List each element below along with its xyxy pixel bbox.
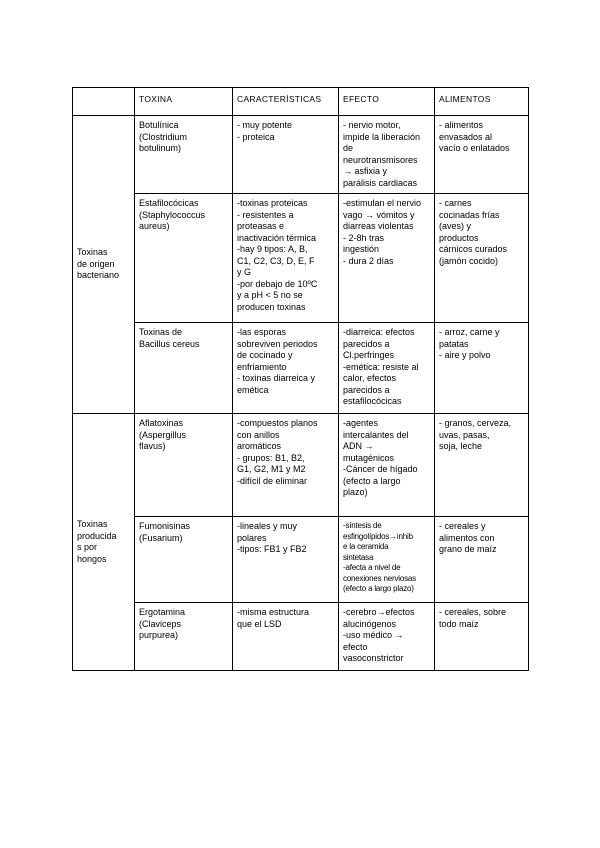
cell-line: C1, C2, C3, D, E, F	[237, 255, 315, 266]
group-label-line: hongos	[77, 553, 107, 564]
cell-line: - proteica	[237, 131, 275, 142]
cell-toxina	[135, 414, 233, 517]
cell-line: envasados al	[439, 131, 493, 142]
cell-line: sintetasa	[343, 552, 374, 562]
cell-line: vago → vómitos y	[343, 209, 415, 220]
cell-alimentos	[435, 194, 529, 323]
cell-caracteristicas	[233, 517, 339, 603]
cell-line: - aire y polvo	[439, 350, 491, 360]
cell-line: -por debajo de 10ºC	[237, 278, 318, 289]
cell-line: Bacillus cereus	[139, 338, 200, 349]
group-label-line: de origen	[77, 258, 115, 269]
cell-line: Toxinas de	[139, 327, 183, 337]
cell-line: -Cáncer de hígado	[343, 464, 418, 474]
cell-line: -toxinas proteicas	[237, 198, 308, 208]
cell-line: soja, leche	[439, 441, 483, 451]
cell-line: Botulínica	[139, 120, 179, 130]
cell-line: Aflatoxinas	[139, 418, 184, 428]
cell-line: -uso médico →	[343, 630, 404, 640]
cell-line: (Claviceps	[139, 618, 182, 629]
cell-line: -síntesis de	[343, 521, 382, 530]
cell-toxina	[135, 116, 233, 194]
cell-line: Estafilocócicas	[139, 198, 199, 208]
cell-line: - toxinas diarreica y	[237, 373, 316, 383]
cell-line: emética	[237, 384, 269, 395]
header-toxina: TOXINA	[135, 88, 233, 116]
cell-line: -emética: resiste al	[343, 361, 419, 372]
cell-line: - dura 2 días	[343, 255, 394, 266]
cell-line: grano de maíz	[439, 544, 497, 554]
cell-line: conexiones nerviosas	[343, 573, 416, 583]
cell-line: -las esporas	[237, 327, 287, 337]
cell-line: neurotransmisores	[343, 154, 418, 165]
cell-line: de cocinado y	[237, 350, 293, 360]
cell-line: - carnes	[439, 198, 472, 208]
cell-toxina	[135, 603, 233, 671]
cell-line: (Fusarium)	[139, 532, 183, 543]
cell-caracteristicas	[233, 414, 339, 517]
cell-line: intercalantes del	[343, 429, 409, 440]
cell-line: parecidos a	[343, 338, 390, 349]
cell-line: - grupos: B1, B2,	[237, 452, 305, 463]
cell-line: (efecto a largo	[343, 475, 401, 486]
group-label-line: producida	[77, 530, 117, 541]
cell-line: (Clostridium	[139, 131, 188, 142]
cell-line: -afecta a nivel de	[343, 563, 401, 572]
cell-line: ingestión	[343, 244, 380, 254]
cell-line: - cereales, sobre	[439, 607, 507, 617]
cell-line: (Aspergillus	[139, 429, 187, 440]
table-row	[73, 603, 529, 671]
cell-line: (aves) y	[439, 221, 472, 231]
table-row	[73, 323, 529, 414]
cell-efecto	[339, 323, 435, 414]
cell-toxina	[135, 323, 233, 414]
cell-line: Ergotamina	[139, 607, 186, 617]
table-row	[73, 517, 529, 603]
cell-line: todo maíz	[439, 618, 479, 629]
cell-line: uvas, pasas,	[439, 429, 490, 440]
cell-line: e la ceramida	[343, 542, 389, 551]
cell-efecto	[339, 414, 435, 517]
cell-line: - 2-8h tras	[343, 232, 385, 243]
cell-line: - cereales y	[439, 521, 486, 531]
cell-caracteristicas	[233, 323, 339, 414]
group-label-bacterial	[73, 116, 135, 414]
cell-alimentos	[435, 603, 529, 671]
cell-line: - granos, cerveza,	[439, 418, 512, 428]
cell-line: inactivación térmica	[237, 232, 317, 243]
cell-line: -diarreica: efectos	[343, 327, 415, 337]
cell-line: productos	[439, 232, 479, 243]
cell-line: estafilocócicas	[343, 396, 402, 406]
group-label-fungal	[73, 414, 135, 671]
cell-line: y a pH < 5 no se	[237, 290, 303, 300]
cell-line: vacío o enlatados	[439, 143, 510, 153]
group-label-line: bacteriano	[77, 270, 120, 281]
cell-efecto	[339, 517, 435, 603]
cell-line: enfriamiento	[237, 361, 287, 372]
cell-line: alimentos con	[439, 532, 495, 543]
cell-line: (Staphylococcus	[139, 209, 206, 220]
cell-line: Cl.perfringes	[343, 350, 395, 360]
cell-line: impide la liberación	[343, 131, 421, 142]
header-caracteristicas: CARACTERÍSTICAS	[233, 88, 339, 116]
cell-line: efecto	[343, 641, 368, 652]
cell-line: (jamón cocido)	[439, 255, 499, 266]
cell-line: polares	[237, 532, 267, 543]
cell-caracteristicas	[233, 194, 339, 323]
cell-line: parálisis cardiacas	[343, 177, 418, 188]
cell-line: producen toxinas	[237, 301, 306, 312]
cell-line: -cerebro→efectos	[343, 607, 415, 617]
cell-line: flavus)	[139, 441, 166, 451]
table-row	[73, 194, 529, 323]
cell-toxina	[135, 194, 233, 323]
cell-alimentos	[435, 323, 529, 414]
cell-line: → asfixia y	[343, 166, 388, 176]
cell-line: Fumonisinas	[139, 521, 191, 531]
cell-alimentos	[435, 517, 529, 603]
cell-efecto	[339, 116, 435, 194]
cell-line: patatas	[439, 338, 469, 349]
cell-line: -hay 9 tipos: A, B,	[237, 244, 308, 254]
cell-line: alucinógenos	[343, 618, 397, 629]
cell-line: parecidos a	[343, 384, 390, 395]
cell-line: calor, efectos	[343, 373, 397, 383]
cell-line: -agentes	[343, 418, 379, 428]
cell-line: botulinum)	[139, 143, 182, 153]
cell-line: y G	[237, 267, 252, 277]
toxins-table	[72, 87, 529, 671]
header-row	[73, 88, 529, 116]
cell-line: -difícil de eliminar	[237, 475, 308, 486]
table-row	[73, 116, 529, 194]
cell-line: - muy potente	[237, 120, 293, 130]
group-label-line: Toxinas	[77, 519, 108, 529]
cell-line: vasoconstrictor	[343, 653, 404, 663]
cell-line: ADN →	[343, 441, 374, 451]
cell-line: - resistentes a	[237, 209, 294, 220]
cell-line: sobreviven periodos	[237, 338, 318, 349]
cell-line: que el LSD	[237, 618, 282, 629]
cell-line: con anillos	[237, 429, 280, 440]
group-label-line: Toxinas	[77, 247, 108, 258]
cell-line: -misma estructura	[237, 607, 310, 617]
cell-line: -compuestos planos	[237, 418, 318, 428]
cell-caracteristicas	[233, 116, 339, 194]
cell-efecto	[339, 603, 435, 671]
group-label-line: s por	[77, 542, 98, 552]
cell-line: G1, G2, M1 y M2	[237, 464, 306, 474]
cell-line: plazo)	[343, 487, 368, 497]
cell-line: esfingolípidos→inhib	[343, 531, 413, 541]
cell-line: proteasas e	[237, 221, 285, 231]
cell-line: diarreas violentas	[343, 221, 414, 231]
cell-alimentos	[435, 414, 529, 517]
cell-line: purpurea)	[139, 630, 179, 640]
cell-efecto	[339, 194, 435, 323]
cell-line: - alimentos	[439, 120, 484, 130]
cell-line: cárnicos curados	[439, 244, 508, 254]
cell-alimentos	[435, 116, 529, 194]
header-efecto: EFECTO	[339, 88, 435, 116]
cell-toxina	[135, 517, 233, 603]
cell-line: de	[343, 143, 354, 153]
cell-line: mutagénicos	[343, 452, 395, 463]
header-alimentos: ALIMENTOS	[435, 88, 529, 116]
cell-line: - nervio motor,	[343, 120, 401, 130]
cell-line: -tipos: FB1 y FB2	[237, 544, 307, 554]
cell-line: aromáticos	[237, 441, 282, 451]
cell-line: aureus)	[139, 221, 170, 231]
header-empty-cell	[73, 88, 135, 116]
cell-line: -estimulan el nervio	[343, 198, 422, 208]
cell-caracteristicas	[233, 603, 339, 671]
table-row	[73, 414, 529, 517]
cell-line: cocinadas frías	[439, 209, 500, 220]
cell-line: (efecto a largo plazo)	[343, 584, 414, 593]
cell-line: -lineales y muy	[237, 521, 298, 531]
cell-line: - arroz, carne y	[439, 327, 500, 337]
